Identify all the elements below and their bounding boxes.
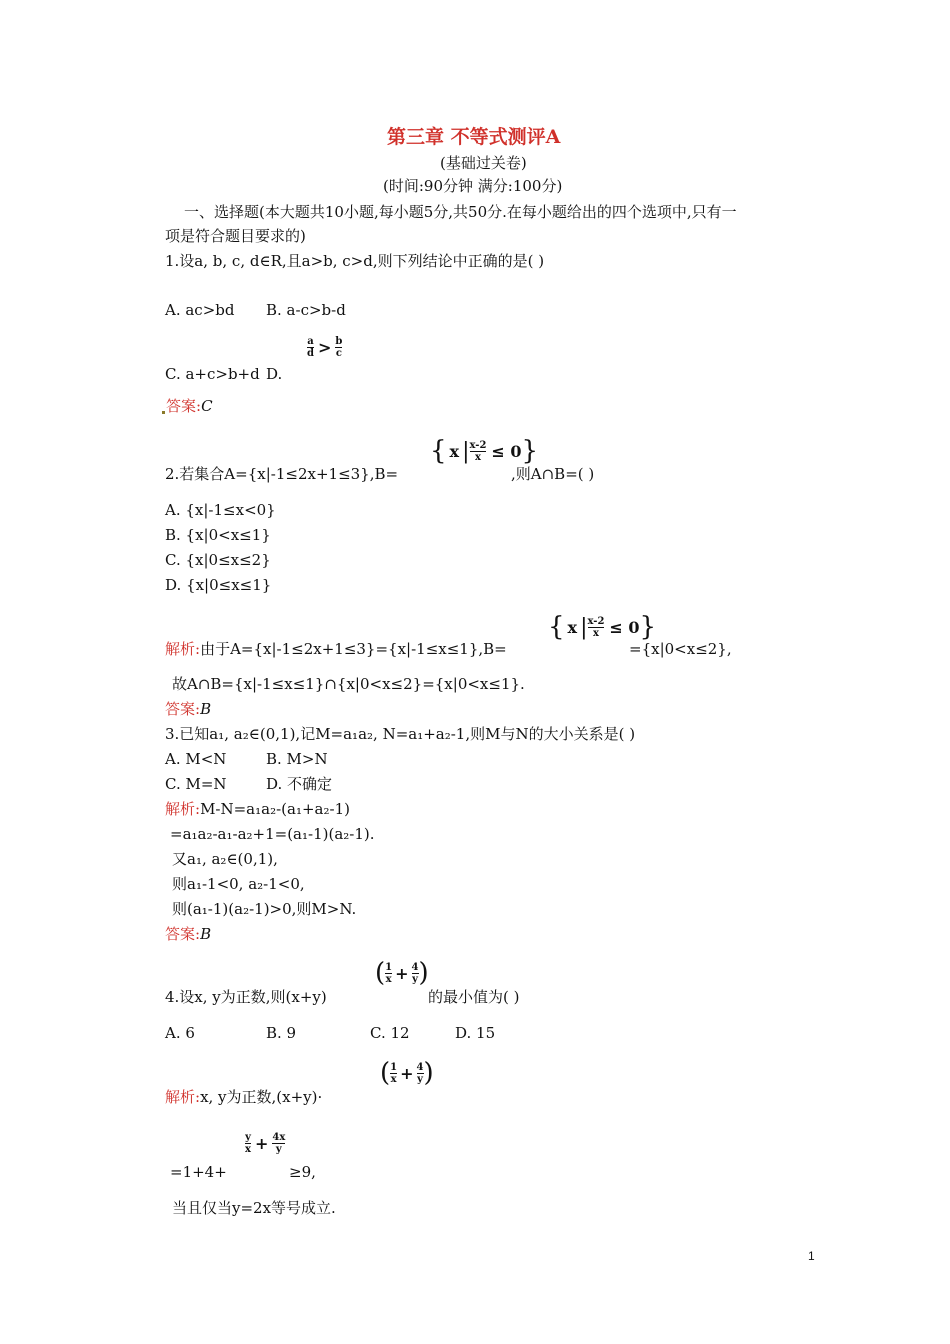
denominator: y bbox=[275, 1144, 282, 1155]
q3-answer bbox=[165, 927, 211, 942]
q1-answer bbox=[166, 399, 213, 414]
q2-stem-pre: 2.若集合A={x|-1≤2x+1≤3},B= bbox=[165, 465, 399, 483]
q3-analysis-line3: 又a₁, a₂∈(0,1), bbox=[172, 850, 278, 868]
q4-analysis-line2-post: ≥9, bbox=[289, 1163, 316, 1181]
denominator: y bbox=[417, 1073, 423, 1085]
fraction bbox=[588, 616, 605, 639]
q2-option-c: C. {x|0≤x≤2} bbox=[165, 551, 271, 569]
q2-option-d: D. {x|0≤x≤1} bbox=[165, 576, 272, 594]
q1-option-d-formula bbox=[307, 336, 342, 359]
q3-analysis bbox=[165, 802, 350, 817]
q4-analysis-last-line: 当且仅当y=2x等号成立. bbox=[172, 1199, 336, 1217]
q3-stem: 3.已知a₁, a₂∈(0,1),记M=a₁a₂, N=a₁+a₂-1,则M与N的大小关系是( ) bbox=[165, 725, 636, 743]
q4-option-b: B. 9 bbox=[266, 1024, 297, 1042]
q4-option-a: A. 6 bbox=[165, 1024, 195, 1042]
denominator: x bbox=[390, 1073, 397, 1085]
denominator: x bbox=[592, 627, 599, 639]
denominator: x bbox=[474, 451, 481, 463]
answer-value: B bbox=[200, 925, 212, 943]
q3-option-d: D. 不确定 bbox=[266, 775, 333, 793]
relation: ≤ 0 bbox=[491, 441, 522, 461]
page-number: 1 bbox=[808, 1249, 815, 1263]
page-subtitle: (基础过关卷) bbox=[440, 154, 527, 172]
q1-option-d: D. bbox=[266, 365, 283, 383]
q4-analysis bbox=[165, 1090, 322, 1105]
numerator: x-2 bbox=[587, 615, 605, 627]
q2-analysis bbox=[165, 642, 507, 657]
numerator: a bbox=[307, 336, 314, 347]
denominator: c bbox=[335, 348, 342, 359]
q4-option-d: D. 15 bbox=[455, 1024, 496, 1042]
q4-stem-post: 的最小值为( ) bbox=[428, 988, 520, 1006]
q2-option-a: A. {x|-1≤x<0} bbox=[165, 501, 276, 519]
analysis-text: M-N=a₁a₂-(a₁+a₂-1) bbox=[200, 800, 350, 818]
answer-label: 答案: bbox=[165, 700, 201, 718]
q2-analysis-post: ={x|0<x≤2}, bbox=[629, 640, 732, 658]
q4-stem-formula: ( $\frac{1}{x}$ + $\frac{4}{y}$ ) bbox=[375, 958, 429, 988]
q4-option-c: C. 12 bbox=[370, 1024, 410, 1042]
fraction bbox=[417, 1062, 424, 1085]
numerator: y bbox=[245, 1132, 251, 1143]
fraction bbox=[390, 1062, 397, 1085]
q1-option-b: B. a-c>b-d bbox=[266, 301, 346, 319]
q2-option-b: B. {x|0<x≤1} bbox=[165, 526, 271, 544]
q1-option-c: C. a+c>b+d bbox=[165, 365, 260, 383]
numerator: b bbox=[335, 336, 343, 347]
operator: + bbox=[395, 963, 409, 983]
section-instructions-line1: 一、选择题(本大题共10小题,每小题5分,共50分.在每小题给出的四个选项中,只有一 bbox=[184, 203, 737, 221]
answer-value: B bbox=[200, 700, 212, 718]
q2-analysis-set-formula: { x | $\frac{x-2}{x}$ ≤ 0 } bbox=[548, 612, 657, 642]
section-instructions-line2: 项是符合题目要求的) bbox=[165, 227, 306, 245]
q2-set-b-formula: { x | $\frac{x-2}{x}$ ≤ 0 } bbox=[430, 436, 539, 466]
numerator: 4 bbox=[411, 961, 419, 973]
set-variable: x bbox=[449, 441, 460, 461]
q3-analysis-line5: 则(a₁-1)(a₂-1)>0,则M>N. bbox=[172, 900, 357, 918]
fraction bbox=[245, 1132, 251, 1155]
fraction bbox=[307, 336, 314, 359]
q3-option-a: A. M<N bbox=[165, 750, 227, 768]
analysis-text: x, y为正数,(x+y)· bbox=[200, 1088, 323, 1106]
q4-analysis-line2-formula bbox=[245, 1132, 285, 1155]
analysis-text: 由于A={x|-1≤2x+1≤3}={x|-1≤x≤1},B= bbox=[200, 640, 507, 658]
denominator: y bbox=[412, 973, 418, 985]
fraction bbox=[412, 962, 419, 985]
q4-stem-pre: 4.设x, y为正数,则(x+y) bbox=[165, 988, 327, 1006]
denominator: x bbox=[245, 1144, 251, 1155]
answer-value: C bbox=[201, 397, 213, 415]
numerator: 1 bbox=[390, 1061, 398, 1073]
q2-answer bbox=[165, 702, 211, 717]
q4-analysis-formula: ( $\frac{1}{x}$ + $\frac{4}{y}$ ) bbox=[380, 1058, 434, 1088]
set-variable: x bbox=[567, 617, 578, 637]
q1-option-a: A. ac>bd bbox=[165, 301, 235, 319]
q2-stem bbox=[165, 467, 398, 482]
numerator: 1 bbox=[385, 961, 393, 973]
time-info: (时间:90分钟 满分:100分) bbox=[383, 177, 563, 195]
q3-analysis-line4: 则a₁-1<0, a₂-1<0, bbox=[172, 875, 305, 893]
analysis-label: 解析: bbox=[165, 640, 201, 658]
denominator: x bbox=[385, 973, 392, 985]
fraction bbox=[385, 962, 392, 985]
q3-option-b: B. M>N bbox=[266, 750, 328, 768]
q2-stem-post: ,则A∩B=( ) bbox=[511, 465, 595, 483]
answer-label: 答案: bbox=[166, 397, 202, 415]
marker-dot bbox=[162, 411, 165, 414]
analysis-label: 解析: bbox=[165, 1088, 201, 1106]
fraction bbox=[272, 1132, 285, 1155]
relation: ≤ 0 bbox=[609, 617, 640, 637]
denominator: d bbox=[307, 348, 314, 359]
numerator: 4 bbox=[416, 1061, 424, 1073]
q2-analysis-line2: 故A∩B={x|-1≤x≤1}∩{x|0<x≤2}={x|0<x≤1}. bbox=[172, 675, 525, 693]
answer-label: 答案: bbox=[165, 925, 201, 943]
analysis-label: 解析: bbox=[165, 800, 201, 818]
q3-option-c: C. M=N bbox=[165, 775, 227, 793]
q1-stem: 1.设a, b, c, d∈R,且a>b, c>d,则下列结论中正确的是( ) bbox=[165, 252, 545, 270]
operator: + bbox=[254, 1134, 269, 1153]
q3-analysis-line2: =a₁a₂-a₁-a₂+1=(a₁-1)(a₂-1). bbox=[170, 825, 375, 843]
numerator: x-2 bbox=[469, 439, 487, 451]
numerator: 4x bbox=[272, 1132, 286, 1143]
q4-analysis-line2-pre: =1+4+ bbox=[170, 1163, 227, 1181]
operator: + bbox=[400, 1063, 414, 1083]
fraction bbox=[470, 440, 487, 463]
page-title: 第三章 不等式测评A bbox=[387, 126, 561, 148]
operator: > bbox=[318, 338, 332, 357]
fraction bbox=[335, 336, 342, 359]
